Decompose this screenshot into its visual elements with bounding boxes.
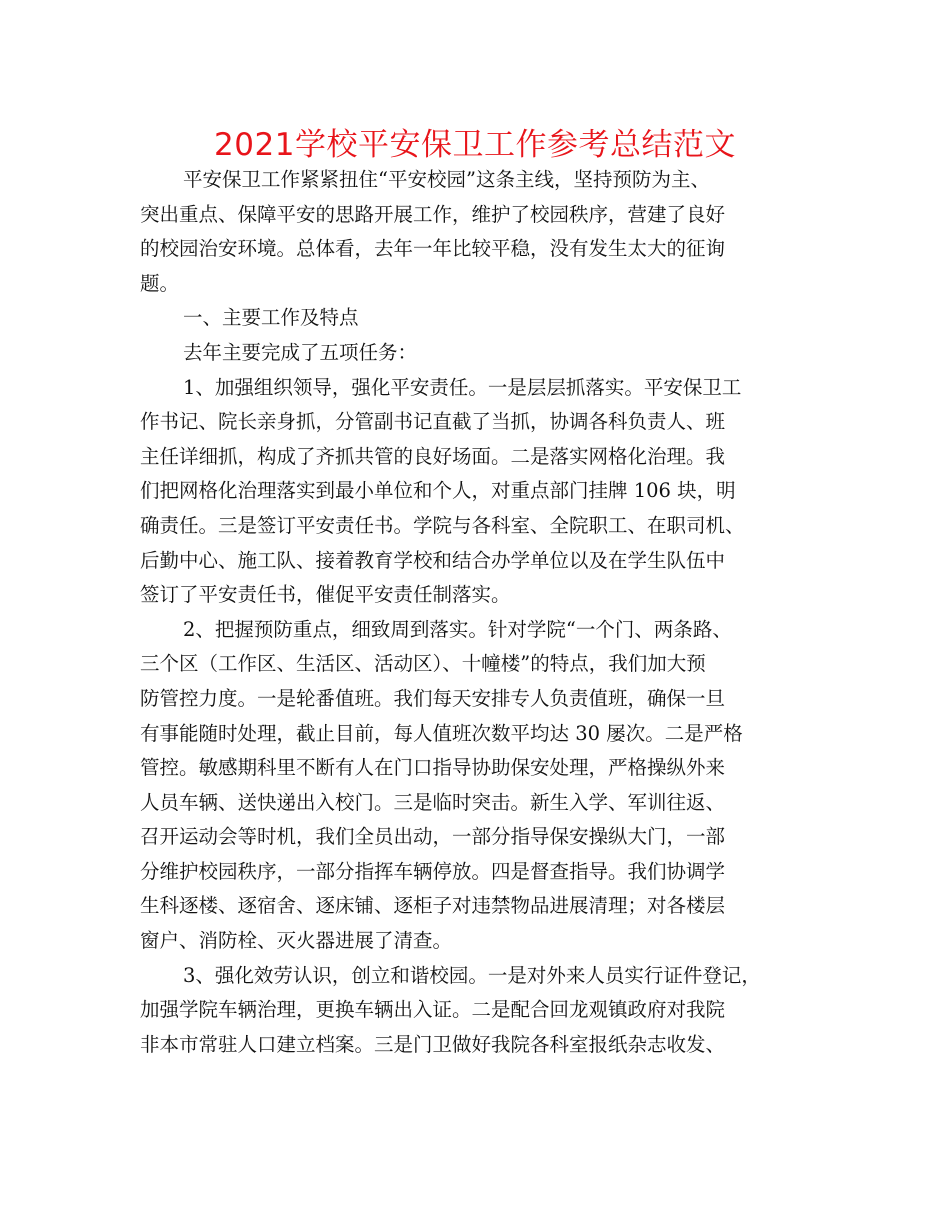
text-line: 三个区（工作区、生活区、活动区）、十幢楼”的特点，我们加大预 <box>140 652 706 676</box>
text-line: 窗户、消防栓、灭火器进展了清查。 <box>140 929 453 953</box>
text-line: 突出重点、保障平安的思路开展工作，维护了校园秩序，营建了良好 <box>140 202 726 226</box>
text-line: 确责任。三是签订平安责任书。学院与各科室、全院职工、在职司机、 <box>140 513 745 537</box>
text-line: 作书记、院长亲身抓，分管副书记直截了当抓，协调各科负责人、班 <box>140 410 726 434</box>
text-line: 后勤中心、施工队、接着教育学校和结合办学单位以及在学生队伍中 <box>140 548 726 572</box>
text-line: 去年主要完成了五项任务： <box>183 340 418 364</box>
text-line: 管控。敏感期科里不断有人在门口指导协助保安处理，严格操纵外来 <box>140 756 726 780</box>
text-line: 们把网格化治理落实到最小单位和个人，对重点部门挂牌 106 块，明 <box>140 479 736 503</box>
text-line: 防管控力度。一是轮番值班。我们每天安排专人负责值班，确保一旦 <box>140 686 726 710</box>
text-line: 人员车辆、送快递出入校门。三是临时突击。新生入学、军训往返、 <box>140 790 726 814</box>
text-line: 一、主要工作及特点 <box>183 306 359 330</box>
text-line: 签订了平安责任书，催促平安责任制落实。 <box>140 583 511 607</box>
text-line: 召开运动会等时机，我们全员出动，一部分指导保安操纵大门，一部 <box>140 825 726 849</box>
text-line: 3、强化效劳认识，创立和谐校园。一是对外来人员实行证件登记， <box>183 963 761 987</box>
text-line: 1、加强组织领导，强化平安责任。一是层层抓落实。平安保卫工 <box>183 375 742 399</box>
text-line: 的校园治安环境。总体看，去年一年比较平稳，没有发生太大的征询 <box>140 237 726 261</box>
text-line: 有事能随时处理，截止目前，每人值班次数平均达 30 屡次。二是严格 <box>140 721 743 745</box>
text-line: 加强学院车辆治理，更换车辆出入证。二是配合回龙观镇政府对我院 <box>140 998 726 1022</box>
text-line: 生科逐楼、逐宿舍、逐床铺、逐柜子对违禁物品进展清理；对各楼层 <box>140 894 726 918</box>
text-line: 分维护校园秩序，一部分指挥车辆停放。四是督查指导。我们协调学 <box>140 859 726 883</box>
text-line: 主任详细抓，构成了齐抓共管的良好场面。二是落实网格化治理。我 <box>140 444 726 468</box>
document-title: 2021学校平安保卫工作参考总结范文 <box>214 127 736 163</box>
text-line: 平安保卫工作紧紧扭住“平安校园”这条主线，坚持预防为主、 <box>183 168 710 191</box>
text-line: 2、把握预防重点，细致周到落实。针对学院“一个门、两条路、 <box>183 617 732 641</box>
document-body <box>140 163 830 1062</box>
text-line: 题。 <box>140 271 180 295</box>
text-line: 非本市常驻人口建立档案。三是门卫做好我院各科室报纸杂志收发、 <box>140 1032 726 1056</box>
